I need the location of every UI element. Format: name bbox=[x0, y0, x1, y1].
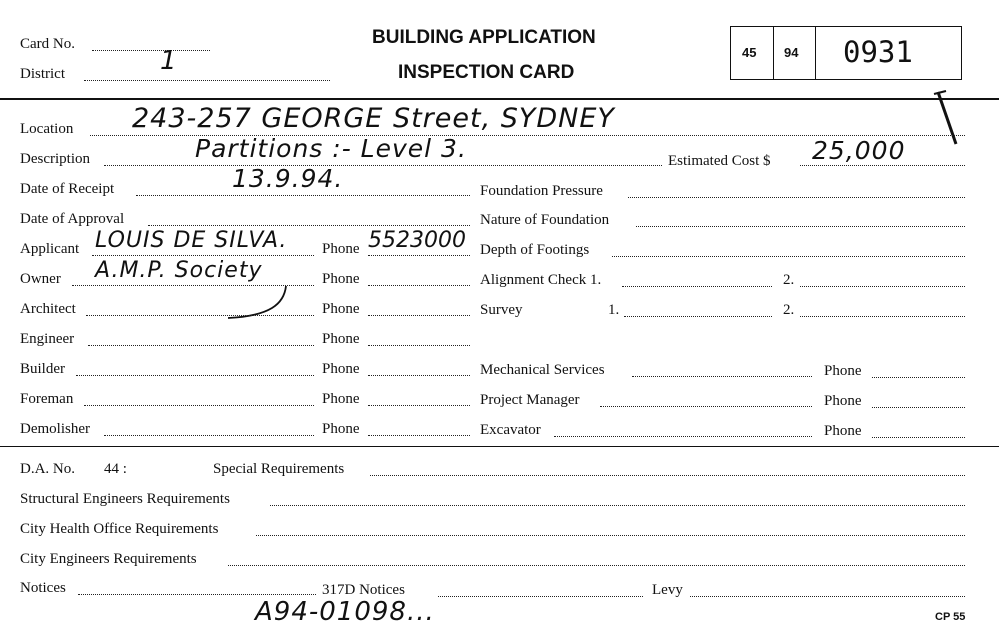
applicant-phone-value: 5523000 bbox=[368, 228, 466, 253]
excavator-label: Excavator bbox=[480, 422, 541, 438]
project-manager-field[interactable] bbox=[600, 406, 812, 407]
date-receipt-label: Date of Receipt bbox=[20, 181, 115, 197]
project-manager-phone-field[interactable] bbox=[872, 407, 965, 408]
title-line-1: BUILDING APPLICATION bbox=[372, 27, 596, 48]
health-label: City Health Office Requirements bbox=[20, 521, 219, 537]
mechanical-phone-label: Phone bbox=[824, 363, 862, 379]
survey-num-1: 1. bbox=[608, 302, 620, 318]
applicant-value: LOUIS DE SILVA. bbox=[95, 228, 288, 253]
owner-label: Owner bbox=[20, 271, 61, 287]
header-rule bbox=[0, 98, 999, 100]
levy-field[interactable] bbox=[690, 596, 965, 597]
underline-flourish bbox=[224, 284, 292, 324]
excavator-phone-label: Phone bbox=[824, 423, 862, 439]
builder-phone-field[interactable] bbox=[368, 375, 470, 376]
special-field[interactable] bbox=[370, 475, 965, 476]
description-field[interactable] bbox=[104, 165, 662, 166]
structural-label: Structural Engineers Requirements bbox=[20, 491, 230, 507]
card-no-field[interactable] bbox=[92, 50, 210, 51]
da-value: 44 : bbox=[104, 461, 127, 477]
nature-foundation-label: Nature of Foundation bbox=[480, 212, 610, 228]
district-value: 1 bbox=[160, 46, 178, 76]
mechanical-field[interactable] bbox=[632, 376, 812, 377]
estimated-cost-value: 25,000 bbox=[812, 136, 906, 165]
foreman-label: Foreman bbox=[20, 391, 74, 407]
alignment-label: Alignment Check 1. bbox=[480, 272, 602, 288]
title-line-2: INSPECTION CARD bbox=[398, 62, 575, 83]
box-cell-a: 45 bbox=[742, 45, 757, 60]
survey-field-2[interactable] bbox=[800, 316, 965, 317]
owner-phone-label: Phone bbox=[322, 271, 360, 287]
engineer-phone-label: Phone bbox=[322, 331, 360, 347]
demolisher-phone-label: Phone bbox=[322, 421, 360, 437]
mechanical-phone-field[interactable] bbox=[872, 377, 965, 378]
notices-field[interactable] bbox=[78, 594, 316, 595]
notices-317d-field[interactable] bbox=[438, 596, 643, 597]
engineer-label: Engineer bbox=[20, 331, 75, 347]
alignment-num-2: 2. bbox=[783, 272, 795, 288]
structural-field[interactable] bbox=[270, 505, 965, 506]
demolisher-phone-field[interactable] bbox=[368, 435, 470, 436]
estimated-cost-field[interactable] bbox=[800, 165, 965, 166]
survey-field-1[interactable] bbox=[624, 316, 772, 317]
alignment-field-1[interactable] bbox=[622, 286, 772, 287]
box-cell-b: 94 bbox=[784, 45, 799, 60]
city-engineers-label: City Engineers Requirements bbox=[20, 551, 197, 567]
date-receipt-value: 13.9.94. bbox=[232, 164, 344, 193]
foreman-phone-label: Phone bbox=[322, 391, 360, 407]
applicant-label: Applicant bbox=[20, 241, 80, 257]
owner-value: A.M.P. Society bbox=[95, 258, 263, 283]
foreman-field[interactable] bbox=[84, 405, 314, 406]
box-divider-2 bbox=[815, 27, 816, 79]
architect-phone-label: Phone bbox=[322, 301, 360, 317]
foreman-phone-field[interactable] bbox=[368, 405, 470, 406]
district-field[interactable] bbox=[84, 80, 330, 81]
city-engineers-field[interactable] bbox=[228, 565, 965, 566]
mechanical-label: Mechanical Services bbox=[480, 362, 605, 378]
nature-foundation-field[interactable] bbox=[636, 226, 965, 227]
district-label: District bbox=[20, 66, 65, 82]
location-label: Location bbox=[20, 121, 74, 137]
depth-footings-field[interactable] bbox=[612, 256, 965, 257]
form-code: CP 55 bbox=[935, 611, 966, 623]
box-number: 0931 bbox=[843, 35, 913, 69]
notices-317d-label: 317D Notices bbox=[322, 582, 405, 598]
description-label: Description bbox=[20, 151, 90, 167]
alignment-field-2[interactable] bbox=[800, 286, 965, 287]
demolisher-label: Demolisher bbox=[20, 421, 90, 437]
builder-phone-label: Phone bbox=[322, 361, 360, 377]
card-number-box bbox=[730, 26, 962, 80]
notices-label: Notices bbox=[20, 580, 66, 596]
demolisher-field[interactable] bbox=[104, 435, 314, 436]
pen-mark bbox=[932, 88, 962, 150]
reference-number: A94-01098... bbox=[255, 597, 435, 627]
applicant-field[interactable] bbox=[92, 255, 314, 256]
date-approval-field[interactable] bbox=[148, 225, 470, 226]
section-rule bbox=[0, 446, 999, 447]
box-divider-1 bbox=[773, 27, 774, 79]
owner-phone-field[interactable] bbox=[368, 285, 470, 286]
survey-label: Survey bbox=[480, 302, 523, 318]
da-label: D.A. No. bbox=[20, 461, 75, 477]
estimated-cost-label: Estimated Cost $ bbox=[668, 153, 771, 169]
special-label: Special Requirements bbox=[213, 461, 345, 477]
architect-phone-field[interactable] bbox=[368, 315, 470, 316]
date-approval-label: Date of Approval bbox=[20, 211, 125, 227]
applicant-phone-field[interactable] bbox=[368, 255, 470, 256]
excavator-field[interactable] bbox=[554, 436, 812, 437]
excavator-phone-field[interactable] bbox=[872, 437, 965, 438]
project-manager-phone-label: Phone bbox=[824, 393, 862, 409]
location-value: 243-257 GEORGE Street, SYDNEY bbox=[132, 103, 615, 134]
levy-label: Levy bbox=[652, 582, 683, 598]
survey-num-2: 2. bbox=[783, 302, 795, 318]
foundation-pressure-field[interactable] bbox=[628, 197, 965, 198]
project-manager-label: Project Manager bbox=[480, 392, 580, 408]
builder-field[interactable] bbox=[76, 375, 314, 376]
health-field[interactable] bbox=[256, 535, 965, 536]
foundation-pressure-label: Foundation Pressure bbox=[480, 183, 603, 199]
architect-field[interactable] bbox=[86, 315, 314, 316]
card-no-label: Card No. bbox=[20, 36, 75, 52]
applicant-phone-label: Phone bbox=[322, 241, 360, 257]
engineer-field[interactable] bbox=[88, 345, 314, 346]
architect-label: Architect bbox=[20, 301, 76, 317]
engineer-phone-field[interactable] bbox=[368, 345, 470, 346]
builder-label: Builder bbox=[20, 361, 65, 377]
description-value: Partitions :- Level 3. bbox=[195, 134, 467, 163]
date-receipt-field[interactable] bbox=[136, 195, 470, 196]
depth-footings-label: Depth of Footings bbox=[480, 242, 590, 258]
